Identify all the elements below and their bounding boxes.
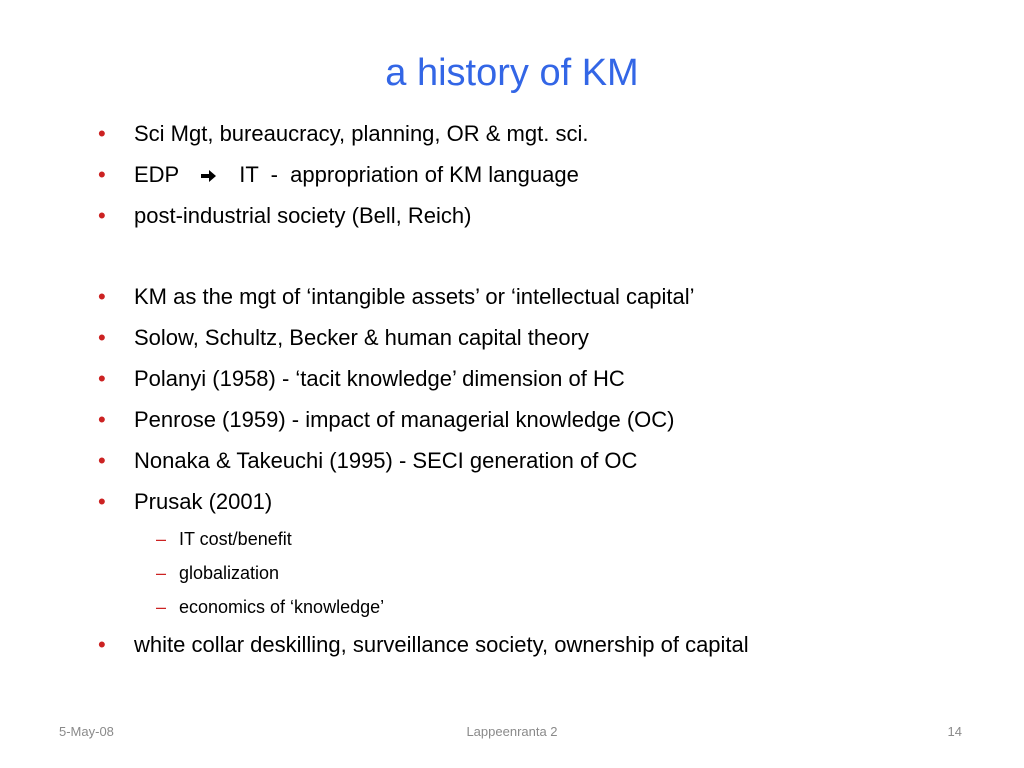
- bullet-marker: •: [98, 448, 106, 473]
- sub-bullet-marker: –: [156, 563, 167, 583]
- edp-label: EDP: [134, 162, 180, 187]
- bullet-text: post-industrial society (Bell, Reich): [134, 203, 472, 228]
- slide-number: 14: [947, 724, 962, 739]
- bullet-item: [0, 318, 1024, 359]
- footer-title: Lappeenranta 2: [466, 724, 558, 739]
- bullet-text: Penrose (1959) - impact of managerial knowledge (OC): [134, 407, 675, 432]
- bullet-item: [0, 400, 1024, 441]
- bullet-item: [0, 359, 1024, 400]
- bullet-item: [0, 441, 1024, 482]
- bullet-item: [0, 277, 1024, 318]
- bullet-list: [0, 114, 1024, 666]
- bullet-marker: •: [98, 366, 106, 391]
- it-label: IT - appropriation of KM language: [239, 162, 579, 187]
- bullet-marker: •: [98, 284, 106, 309]
- sub-bullet-item: [0, 557, 1024, 591]
- bullet-text: Polanyi (1958) - ‘tacit knowledge’ dimension of HC: [134, 366, 625, 391]
- bullet-text: Sci Mgt, bureaucracy, planning, OR & mgt. sci.: [134, 121, 589, 146]
- bullet-text: KM as the mgt of ‘intangible assets’ or ‘intellectual capital’: [134, 284, 695, 309]
- bullet-text: white collar deskilling, surveillance society, ownership of capital: [134, 632, 749, 657]
- slide-title: a history of KM: [385, 52, 639, 94]
- bullet-marker: •: [98, 489, 106, 514]
- bullet-marker: •: [98, 407, 106, 432]
- bullet-marker: •: [98, 162, 106, 187]
- sub-bullet-item: [0, 523, 1024, 557]
- bullet-marker: •: [98, 121, 106, 146]
- right-arrow-icon: [201, 159, 217, 193]
- bullet-text: Solow, Schultz, Becker & human capital theory: [134, 325, 589, 350]
- bullet-marker: •: [98, 632, 106, 657]
- bullet-marker: •: [98, 325, 106, 350]
- bullet-item: [0, 155, 1024, 196]
- bullet-item: [0, 625, 1024, 666]
- bullet-item: [0, 114, 1024, 155]
- bullet-text: Prusak (2001): [134, 489, 273, 514]
- bullet-text: [134, 158, 579, 193]
- sub-bullet-marker: –: [156, 529, 167, 549]
- bullet-item: [0, 482, 1024, 523]
- bullet-marker: •: [98, 203, 106, 228]
- sub-bullet-item: [0, 591, 1024, 625]
- sub-bullet-text: economics of ‘knowledge’: [179, 597, 385, 617]
- sub-bullet-text: globalization: [179, 563, 280, 583]
- footer-date: 5-May-08: [59, 724, 114, 739]
- bullet-text: Nonaka & Takeuchi (1995) - SECI generation of OC: [134, 448, 638, 473]
- sub-bullet-marker: –: [156, 597, 167, 617]
- bullet-item: [0, 196, 1024, 237]
- sub-bullet-text: IT cost/benefit: [179, 529, 292, 549]
